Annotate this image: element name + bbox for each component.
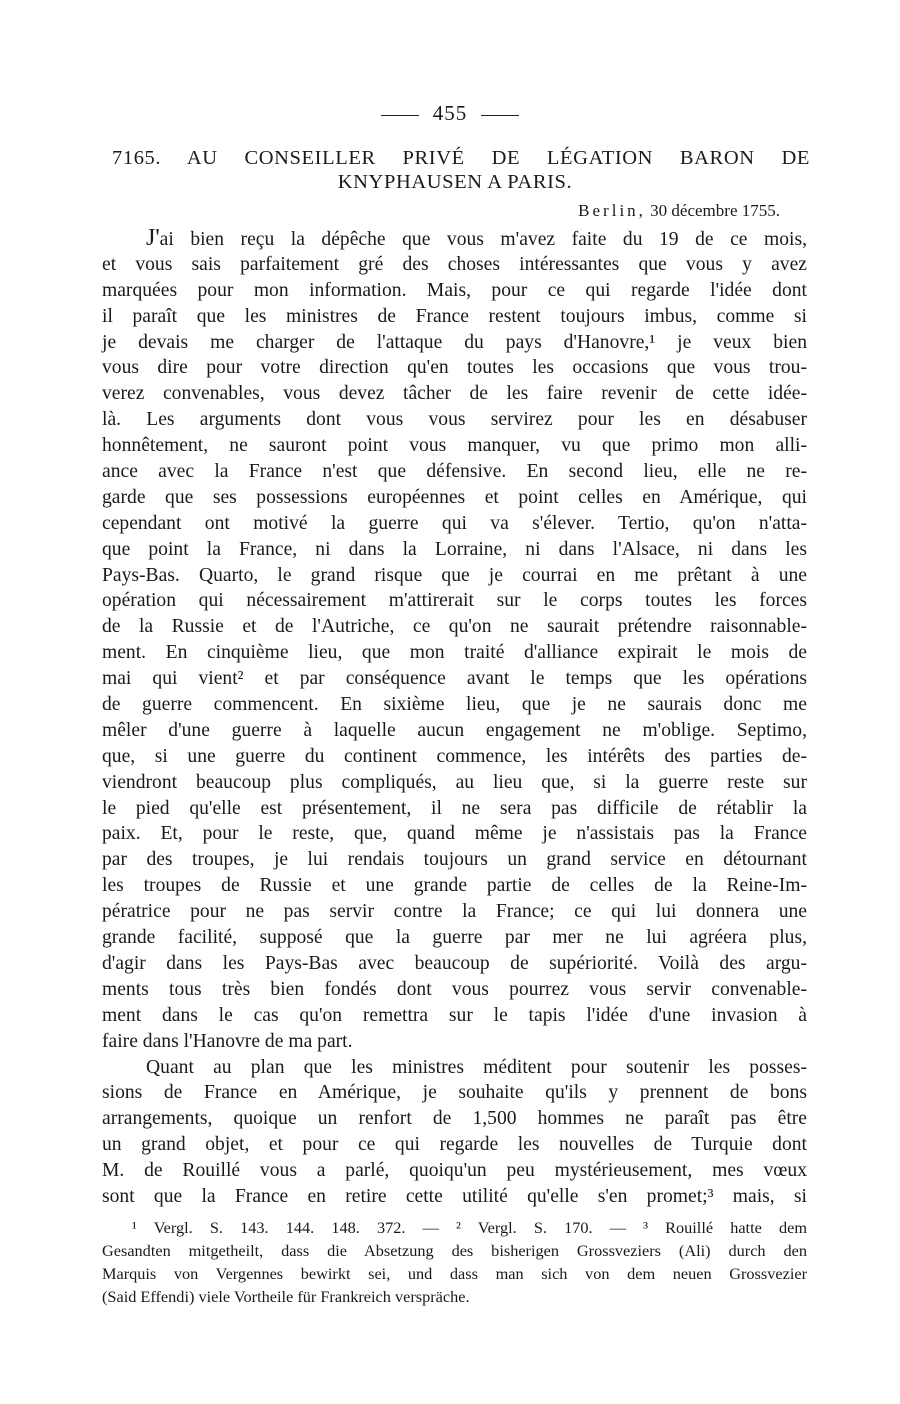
body-line: J'ai bien reçu la dépêche que vous m'avez faite du 19 de ce mois, — [146, 225, 807, 251]
body-line: pératrice pour ne pas servir contre la France; ce qui lui donnera une — [102, 901, 807, 923]
body-line: honnêtement, ne sauront point vous manquer, vu que primo mon alli- — [102, 435, 807, 457]
heading-line-1: 7165. AU CONSEILLER PRIVÉ DE LÉGATION BARON DE — [112, 147, 810, 169]
body-line: que, si une guerre du continent commence, les intérêts des parties de- — [102, 745, 807, 767]
footnote-line: (Said Effendi) viele Vortheile für Frankreich verspräche. — [102, 1287, 470, 1306]
body-line: arrangements, quoique un renfort de 1,500 hommes ne paraît pas être — [102, 1108, 807, 1130]
footnotes — [102, 1216, 807, 1308]
page-number — [0, 101, 900, 126]
body-line: viendront beaucoup plus compliqués, au lieu que, si la guerre reste sur — [102, 771, 807, 793]
body-line: cependant ont motivé la guerre qui va s'élever. Tertio, qu'on n'atta- — [102, 512, 807, 534]
body-line: mai qui vient² et par conséquence avant le temps que les opérations — [102, 668, 807, 690]
body-line: mêler d'une guerre à laquelle aucun engagement ne m'oblige. Septimo, — [102, 719, 807, 741]
body-line: Quant au plan que les ministres méditent pour soutenir les posses- — [146, 1056, 807, 1078]
body-line: sions de France en Amérique, je souhaite qu'ils y prennent de bons — [102, 1082, 807, 1104]
body-line: ance avec la France n'est que défensive. En second lieu, elle ne re- — [102, 461, 807, 483]
footnote-line: Gesandten mitgetheilt, dass die Absetzung des bisherigen Grossveziers (Ali) durch den — [102, 1241, 807, 1260]
page-number-left-rule — [381, 115, 419, 116]
body-line: sont que la France en retire cette utilité qu'elle s'en promet;³ mais, si — [102, 1185, 807, 1207]
dateline-date: 30 décembre 1755. — [650, 201, 780, 220]
body-line: d'agir dans les Pays-Bas avec beaucoup de supériorité. Voilà des argu- — [102, 952, 807, 974]
dateline — [578, 201, 780, 221]
body-line: je devais me charger de l'attaque du pays d'Hanovre,¹ je veux bien — [102, 331, 807, 353]
body-line: garde que ses possessions européennes et point celles en Amérique, qui — [102, 486, 807, 508]
footnote-line: ¹ Vergl. S. 143. 144. 148. 372. — ² Vergl. S. 170. — ³ Rouillé hatte dem — [132, 1218, 807, 1237]
body-line: un grand objet, et pour ce qui regarde les nouvelles de Turquie dont — [102, 1134, 807, 1156]
body-line: le pied qu'elle est présentement, il ne sera pas difficile de rétablir la — [102, 797, 807, 819]
body-line: ment dans le cas qu'on remettra sur le tapis l'idée d'une invasion à — [102, 1004, 807, 1026]
body-line: Pays-Bas. Quarto, le grand risque que je courrai en me prêtant à une — [102, 564, 807, 586]
body-line: il paraît que les ministres de France restent toujours imbus, comme si — [102, 305, 807, 327]
dateline-place: Berlin, — [578, 201, 646, 220]
body-line: vous dire pour votre direction qu'en toutes les occasions que vous trou- — [102, 357, 807, 379]
body-line: M. de Rouillé vous a parlé, quoiqu'un peu mystérieusement, mes vœux — [102, 1160, 807, 1182]
body-line: verez convenables, vous devez tâcher de les faire revenir de cette idée- — [102, 383, 807, 405]
body-line: les troupes de Russie et une grande partie de celles de la Reine-Im- — [102, 875, 807, 897]
body-line: et vous sais parfaitement gré des choses intéressantes que vous y avez — [102, 253, 807, 275]
body-line: marquées pour mon information. Mais, pour ce qui regarde l'idée dont — [102, 279, 807, 301]
body-line: que point la France, ni dans la Lorraine, ni dans l'Alsace, ni dans les — [102, 538, 807, 560]
body-line: faire dans l'Hanovre de ma part. — [102, 1030, 353, 1052]
letter-body — [102, 226, 807, 1210]
body-line: opération qui nécessairement m'attirerait sur le corps toutes les forces — [102, 590, 807, 612]
body-line: ment. En cinquième lieu, que mon traité d'alliance expirait le mois de — [102, 642, 807, 664]
body-line: de la Russie et de l'Autriche, ce qu'on ne saurait prétendre raisonnable- — [102, 616, 807, 638]
page-number-text: 455 — [432, 101, 468, 125]
body-line: de guerre commencent. En sixième lieu, que je ne saurais donc me — [102, 694, 807, 716]
heading-line-2: KNYPHAUSEN A PARIS. — [337, 171, 573, 193]
letter-heading — [100, 146, 810, 194]
body-line: grande facilité, supposé que la guerre par mer ne lui agréera plus, — [102, 927, 807, 949]
body-line: là. Les arguments dont vous vous servirez pour les en désabuser — [102, 409, 807, 431]
footnote-line: Marquis von Vergennes bewirkt sei, und dass man sich von dem neuen Grossvezier — [102, 1264, 807, 1283]
body-line: par des troupes, je lui rendais toujours un grand service en détournant — [102, 849, 807, 871]
page-number-right-rule — [481, 115, 519, 116]
body-line: paix. Et, pour le reste, que, quand même je n'assistais pas la France — [102, 823, 807, 845]
body-line: ments tous très bien fondés dont vous pourrez vous servir convenable- — [102, 978, 807, 1000]
